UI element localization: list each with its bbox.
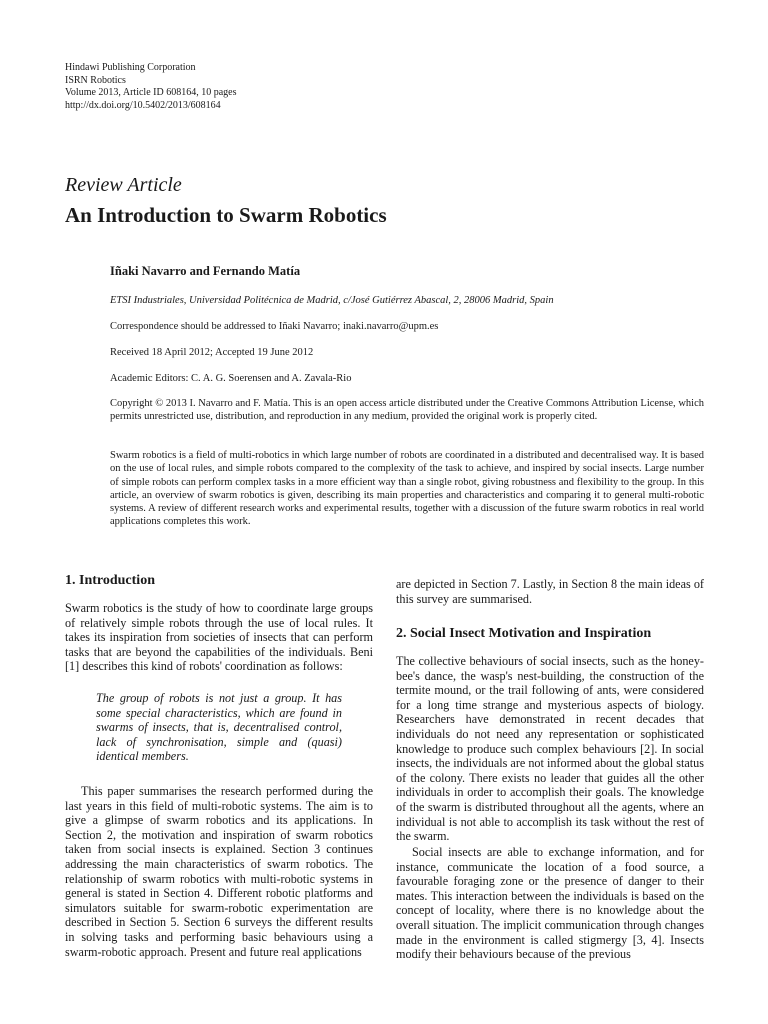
- block-quote: The group of robots is not just a group. It has some special characteristics, which are found in swarms of insects, that is, decentralised control, lack of synchronisation, simple and (quasi) identical members.: [96, 691, 342, 764]
- section-1-heading: 1. Introduction: [65, 573, 155, 588]
- academic-editors: Academic Editors: C. A. G. Soerensen and A. Zavala-Rio: [110, 373, 352, 384]
- journal-info: [65, 62, 236, 112]
- section-2-heading: 2. Social Insect Motivation and Inspiration: [396, 626, 652, 641]
- doi-link[interactable]: http://dx.doi.org/10.5402/2013/608164: [65, 99, 221, 111]
- intro-paragraph-1: Swarm robotics is the study of how to coordinate large groups of relatively simple robots through the use of local rules. It takes its inspiration from societies of insects that can perform tasks that are beyond the capabilities of the individuals. Beni [1] describes this kind of robots' coordination as follows:: [65, 601, 373, 674]
- correspondence: Correspondence should be addressed to Iñaki Navarro; inaki.navarro@upm.es: [110, 321, 439, 332]
- insect-paragraph-1: The collective behaviours of social insects, such as the honey-bee's dance, the wasp's nest-building, the construction of the termite mound, or the trail following of ants, were considered for a long time strange and mysterious aspects of biology. Researchers have demonstrated in recent decades that individuals do not need any representation or sophisticated knowledge to produce such complex behaviours [2]. In social insects, the individuals are not informed about the global status of the colony. There exists no leader that guides all the other individuals in order to accomplish their goals. The knowledge of the swarm is distributed throughout all the agents, where an individual is not able to accomplish its task without the rest of the swarm.: [396, 654, 705, 844]
- copyright: Copyright © 2013 I. Navarro and F. Matía. This is an open access article distributed under the Creative Commons Attribution License, which permits unrestricted use, distribution, and reproduction in any medium, provided the original work is properly cited.: [110, 398, 704, 423]
- authors: Iñaki Navarro and Fernando Matía: [110, 264, 301, 278]
- abstract: Swarm robotics is a field of multi-robotics in which large number of robots are coordinated in a distributed and decentralised way. It is based on the use of local rules, and simple robots compared to the complexity of the task to achieve, and inspired by social insects. Large number of simple robots can perform complex tasks in a more efficient way than a single robot, giving robustness and flexibility to the group. In this article, an overview of swarm robotics is given, describing its main properties and characteristics and comparing it to general multi-robotic systems. A review of different research works and experimental results, together with a discussion of the future swarm robotics in real world applications completes this work.: [110, 450, 704, 528]
- intro-paragraph-3: are depicted in Section 7. Lastly, in Section 8 the main ideas of this survey are summarised.: [396, 577, 704, 606]
- received-dates: Received 18 April 2012; Accepted 19 June 2012: [110, 347, 314, 358]
- affiliation: ETSI Industriales, Universidad Politécnica de Madrid, c/José Gutiérrez Abascal, 2, 28006 Madrid, Spain: [110, 295, 554, 306]
- volume-line: Volume 2013, Article ID 608164, 10 pages: [65, 87, 237, 99]
- journal-name: ISRN Robotics: [65, 74, 126, 86]
- insect-paragraph-2: Social insects are able to exchange information, and for instance, communicate the location of a food source, a favourable foraging zone or the presence of danger to their mates. This interaction between the individuals is based on the concept of locality, where there is no knowledge about the overall situation. The implicit communication through changes made in the environment is called stigmergy [3, 4]. Insects modify their behaviours because of the previous: [396, 845, 704, 962]
- publisher: Hindawi Publishing Corporation: [65, 62, 196, 73]
- article-title: An Introduction to Swarm Robotics: [65, 203, 387, 227]
- article-type: Review Article: [65, 174, 182, 196]
- intro-paragraph-2: This paper summarises the research performed during the last years in this field of multi-robotic systems. The aim is to give a glimpse of swarm robotics and its applications. In Section 2, the motivation and inspiration of swarm robotics taken from social insects is explained. Section 3 continues addressing the main characteristics of swarm robotics. The relationship of swarm robotics with multi-robotic systems in general is stated in Section 4. Different robotic platforms and simulators suitable for swarm-robotic experimentation are described in Section 5. Section 6 surveys the different results in solving tasks and performing basic behaviours using a swarm-robotic approach. Present and future real applications: [65, 784, 373, 959]
